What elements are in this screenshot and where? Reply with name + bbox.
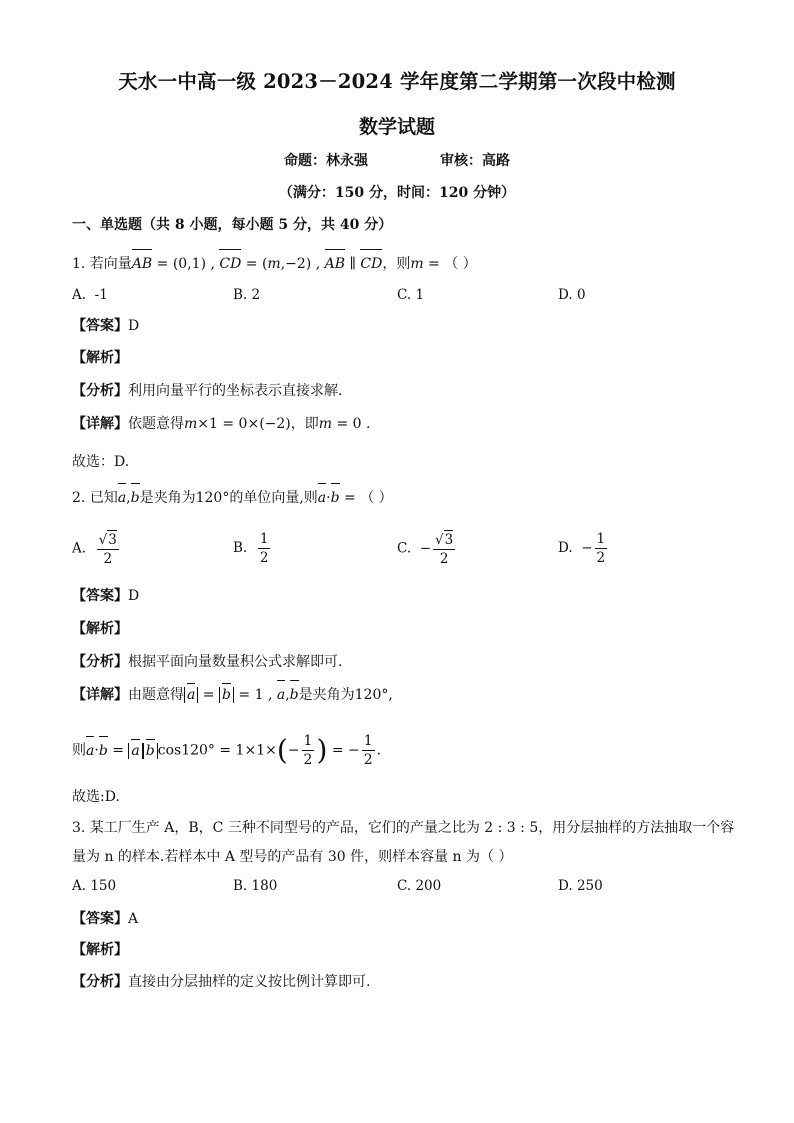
q1-conclusion: 故选：D. [72,454,130,470]
q3-analysis-label: 【解析】 [72,942,128,958]
q2-detail-calc: 则a·b = a b cos120° = 1×1×(− $\frac{1}{2}$ ) = − $\frac{1}{2}$ . [72,733,382,768]
q2-stem: 2. 已知a,b是夹角为120°的单位向量,则a·b = （ ） [72,487,393,509]
q3-fenxi: 【分析】直接由分层抽样的定义按比例计算即可. [72,974,371,990]
q1-detail: 【详解】依题意得m×1 = 0×(−2)，即m = 0 . [72,416,371,432]
q2-fenxi: 【分析】根据平面向量数量积公式求解即可. [72,654,343,670]
q3-option-b: B. 180 [233,878,278,894]
q2-option-c: C. − $\frac{√3}{2}$ [397,532,454,567]
q2-answer: 【答案】D [72,588,140,604]
q1-option-a: A. -1 [72,287,108,303]
q3-option-d: D. 250 [558,878,603,894]
q1-answer: 【答案】D [72,318,140,334]
q1-option-b: B. 2 [233,287,261,303]
reviewer-label: 审核：高路 [440,153,510,169]
page-subtitle: 数学试题 [358,116,435,138]
q2-option-a: A. $\frac{√3}{2}$ [72,532,117,567]
exam-meta: （满分：150 分，时间：120 分钟） [278,185,516,201]
q1-stem: 1. 若向量AB = (0,1) , CD = (m,−2) , AB ∥ CD，则m = （ ） [72,253,477,275]
q2-option-b: B. $\frac{1}{2}$ [233,531,269,566]
q1-fenxi: 【分析】利用向量平行的坐标表示直接求解. [72,383,343,399]
q3-option-c: C. 200 [397,878,442,894]
q2-conclusion: 故选:D. [72,789,120,805]
q1-option-d: D. 0 [558,287,586,303]
q2-analysis-label: 【解析】 [72,621,128,637]
q3-answer: 【答案】A [72,911,139,927]
q1-analysis-label: 【解析】 [72,350,128,366]
section-title: 一、单选题（共 8 小题，每小题 5 分，共 40 分） [72,217,393,233]
author-label: 命题：林永强 [284,153,368,169]
q3-stem-line1: 3. 某工厂生产 A，B，C 三种不同型号的产品，它们的产量之比为 2 : 3 : 5，用分层抽样的方法抽取一个容 [72,820,735,836]
q1-option-c: C. 1 [397,287,425,303]
q3-option-a: A. 150 [72,878,117,894]
q2-option-d: D. − $\frac{1}{2}$ [558,531,606,566]
page-title: 天水一中高一级 2023－2024 学年度第二学期第一次段中检测 [118,70,676,93]
q3-stem-line2: 量为 n 的样本.若样本中 A 型号的产品有 30 件，则样本容量 n 为（ ） [72,849,513,865]
q2-detail: 【详解】由题意得 a = b = 1 , a,b是夹角为120°, [72,684,393,706]
author-line [0,150,794,170]
